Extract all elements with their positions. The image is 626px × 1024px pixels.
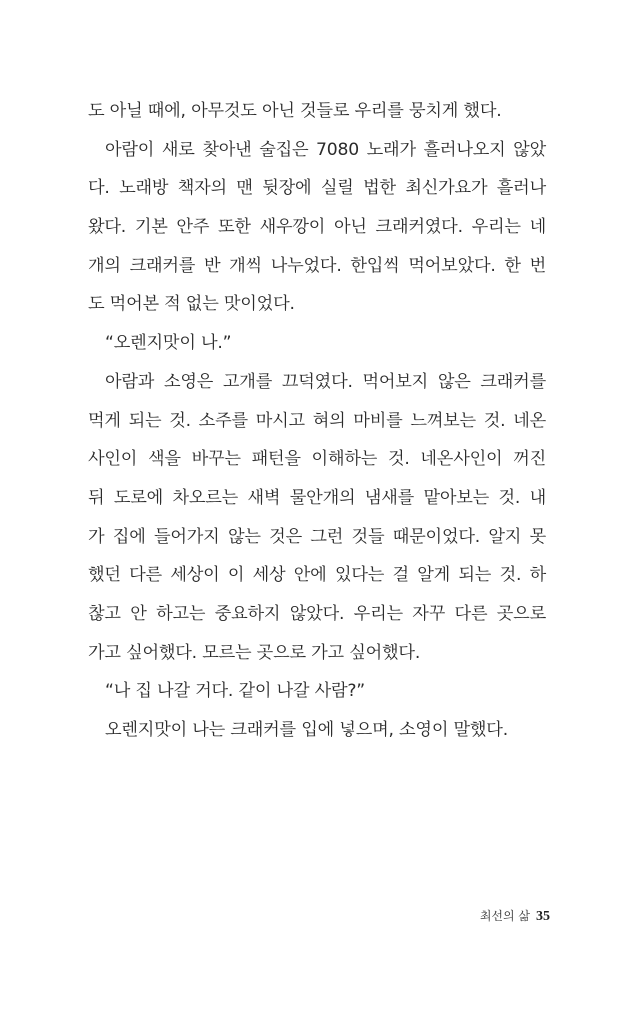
text-line: 아람이 새로 찾아낸 술집은 7080 노래가 흘러나오지 않았	[105, 139, 546, 160]
text-line: 아람과 소영은 고개를 끄덕였다. 먹어보지 않은 크래커를	[105, 371, 546, 392]
text-line: 가고 싶어했다. 모르는 곳으로 가고 싶어했다.	[88, 642, 421, 663]
text-line: 왔다. 기본 안주 또한 새우깡이 아닌 크래커였다. 우리는 네	[88, 217, 546, 238]
body-text	[88, 92, 546, 750]
text-line: 했던 다른 세상이 이 세상 안에 있다는 걸 알게 되는 것. 하	[88, 565, 546, 586]
text-line: 뒤 도로에 차오르는 새벽 물안개의 냄새를 맡아보는 것. 내	[88, 487, 546, 508]
dialogue-line: “나 집 나갈 거다. 같이 나갈 사람?”	[105, 681, 366, 702]
text-line: 다. 노래방 책자의 맨 뒷장에 실릴 법한 최신가요가 흘러나	[88, 178, 546, 199]
text-line: 도 아닐 때에, 아무것도 아닌 것들로 우리를 뭉치게 했다.	[88, 101, 502, 121]
running-footer	[466, 907, 550, 925]
dialogue-line: “오렌지맛이 나.”	[105, 333, 232, 354]
running-title: 최선의 삶	[479, 909, 530, 923]
page-number: 35	[536, 909, 550, 924]
text-line: 도 먹어본 적 없는 맛이었다.	[88, 294, 295, 315]
text-line: 찮고 안 하고는 중요하지 않았다. 우리는 자꾸 다른 곳으로	[88, 603, 546, 624]
text-line: 사인이 색을 바꾸는 패턴을 이해하는 것. 네온사인이 꺼진	[88, 449, 546, 470]
text-line: 오렌지맛이 나는 크래커를 입에 넣으며, 소영이 말했다.	[105, 720, 508, 740]
text-line: 먹게 되는 것. 소주를 마시고 혀의 마비를 느껴보는 것. 네온	[88, 410, 546, 431]
text-line: 가 집에 들어가지 않는 것은 그런 것들 때문이었다. 알지 못	[88, 526, 546, 547]
text-line: 개의 크래커를 반 개씩 나누었다. 한입씩 먹어보았다. 한 번	[88, 255, 546, 276]
